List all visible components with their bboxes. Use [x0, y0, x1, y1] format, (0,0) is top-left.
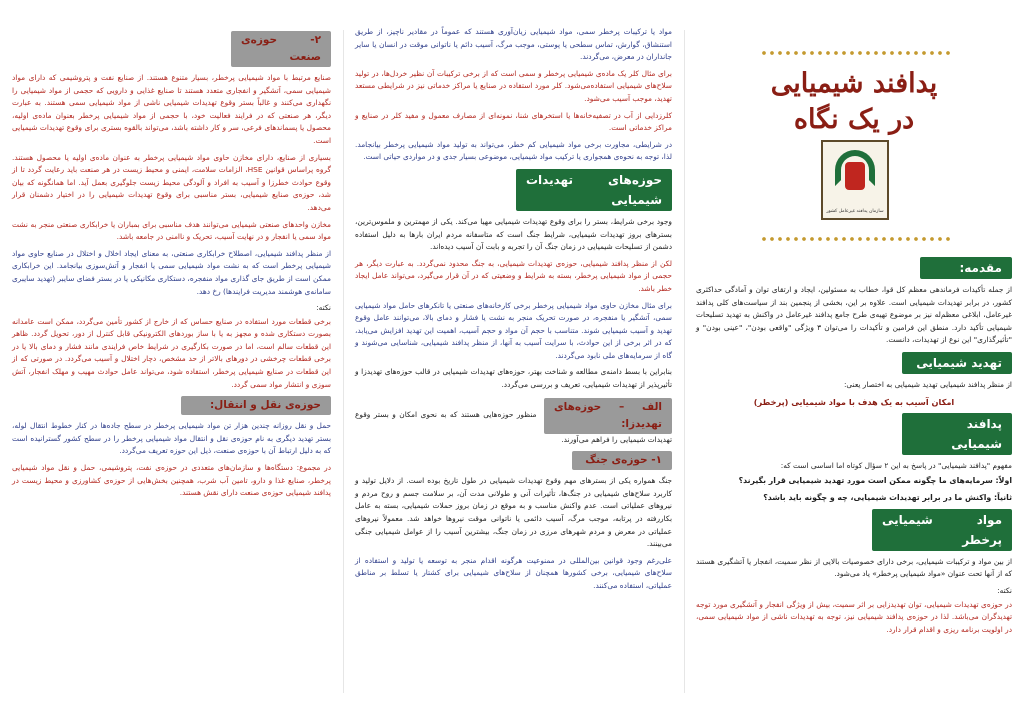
left-note-text: برخی قطعات مورد استفاده در صنایع حساس که از خارج از کشور تأمین می‌گردد، ممکن است عامدانه بصورت دستکاری شده و مجهز به یا با ساز بوردهای الکترونیکی قابل کنترل از دور، تحویل گردد. ظاهر این قطعات سالم است، اما در صورت بکارگیری در شرایط خاص فرایندی مانند فشار و دمای بالا یا در برخی قطعات چرخشی در دورهای بالاتر از حد مشخص، دچار اختلال و آسیب می‌گردد. در صورتی که از این قطعات در صنایع شیمیایی پرخطر، استفاده شود، می‌تواند عامل حوادث مهیب و مهلک انفجار، آتش سوزی و انتشار مواد سمی گردد.: [12, 316, 331, 389]
threat-origin-text: منظور حوزه‌هایی هستند که به نحوی امکان و بستر وقوع تهدیدات شیمیایی را فراهم می‌آورند.: [355, 409, 672, 444]
column-divider-2: [684, 30, 685, 693]
intro-heading: مقدمه:: [920, 257, 1012, 279]
middle-bullet-4: در شرایطی، مجاورت برخی مواد شیمیایی کم خطر، می‌تواند به تولید مواد شیمیایی پرخطر بیانجامد. لذا، توجه به نحوه‌ی همجواری یا ترکیب مواد شیمیایی، موضوعی بسیار جدی و در مواردی حیاتی است.: [355, 139, 672, 162]
middle-bullet-1: مواد یا ترکیبات پرخطر سمی، مواد شیمیایی زیان‌آوری هستند که عموماً در مقادیر ناچیز، از طریق استنشاق، گوارش، تماس سطحی یا پوستی، موجب مرگ، آسیب دائم یا ناتوانی موقت در انسان یا سایر جانداران در معرض، می‌گردند.: [355, 27, 672, 62]
industry-para-1: صنایع مرتبط با مواد شیمیایی پرخطر، بسیار متنوع هستند. از صنایع نفت و پتروشیمی که دارای مواد شیمیایی سمی، آتشگیر و انفجاری متعدد هستند تا صنایع غذایی و دارویی که حجمی از مواد شیمیایی را نگهداری می‌کنند و غالباً بستر وقوع تهدیدات شیمیایی ناشی از مواد شیمیایی سمی هستند. به عبارت دیگر، هر صنعتی که در فرایند فعالیت خود، با حجمی از مواد شیمیایی پرخطر بعنوان ماده‌ی اولیه، محصول یا پسماندهای فرعی، سر و کار داشته باشد، می‌تواند بالقوه بستری برای وقوع تهدیدات شیمیایی است.: [12, 73, 331, 145]
domains-para-3: برای مثال مخازن حاوی مواد شیمیایی پرخطر برخی کارخانه‌های صنعتی یا تانکرهای حامل مواد شیمیایی سمی، آتشگیر یا منفجره، در صورت تحریک منجر به نشت یا فشار و دمای بالا، می‌توانند عامل وقوع تهدید و آسیب شیمیایی شوند. متناسب با حجم آن مواد و حجم آسیب، اهمیت این تهدید افزایش می‌یابد، که در اثر برخی از این حوادث، با سرایت آسیب به آنها، از منظر پدافند شیمیایی، شناسایی می‌شوند و گاه از سرمایه‌های ملی نابود می‌گردند.: [355, 300, 672, 360]
transport-heading: حوزه‌ی نقل و انتقال:: [181, 396, 331, 415]
hazmat-heading: مواد شیمیایی پرخطر: [872, 509, 1012, 551]
threat-origin-heading: الف – حوزه‌های تهدیدزا:: [544, 398, 672, 434]
threat-text: از منظر پدافند شیمیایی تهدید شیمیایی به اختصار یعنی:: [843, 379, 1012, 389]
left-panel: [0, 0, 343, 723]
transport-para-2: در مجموع: دستگاه‌ها و سازمان‌های متعددی در حوزه‌ی نفت، پتروشیمی، حمل و نقل مواد شیمیایی پرخطر، صنایع غذا و دارو، تامین آب شرب، همچنین بخش‌هایی از حوزه‌ی کشاورزی و محیط زیست در پدافند شیمیایی حوزه‌ی صنعت دارای نقش هستند.: [12, 463, 331, 498]
defense-intro: مفهوم "پدافند شیمیایی" در پاسخ به این ۲ سؤال کوتاه اما اساسی است که:: [780, 461, 1012, 471]
defense-heading: پدافند شیمیایی: [902, 413, 1012, 455]
domains-para-1: وجود برخی شرایط، بستر را برای وقوع تهدیدات شیمیایی مهیا می‌کند. یکی از مهمترین و ملموس‌ترین، بسترهای بروز تهدیدات شیمیایی، شرایط جنگ است که متاسفانه مردم ایران بارها به دلیل استفاده دشمن از تسلیحات شیمیایی در زمان جنگ آن را تجربه و بابت آن آسیب دیده‌اند.: [355, 216, 672, 252]
defense-question-2: ثانیاً: واکنش ما در برابر تهدیدات شیمیایی، چه و چگونه باید باشد؟: [763, 492, 1012, 502]
industry-para-3: مخازن واحدهای صنعتی شیمیایی می‌توانند هدف مناسبی برای بمباران یا خرابکاری صنعتی منجر به نشت مواد سمی یا انفجار و در نهایت آسیب، تحریک و ناامنی در جامعه باشد.: [12, 219, 331, 242]
right-panel: [684, 0, 1024, 723]
left-note-label: نکته:: [316, 303, 331, 313]
cover-title-line2: در یک نگاه: [793, 104, 915, 135]
right-note-text: در حوزه‌ی تهدیدات شیمیایی، توان تهدیدزایی بر اثر سمیت، بیش از ویژگی انفجار و آتشگیری مورد توجه تهدیدگران می‌باشد. لذا در حوزه‌ی پدافند شیمیایی نیز، توجه به تهدیدات ناشی از مواد شیمیایی سمی، در اولویت برنامه ریزی و اقدام قرار دارد.: [696, 599, 1012, 634]
domains-heading: حوزه‌های تهدیدات شیمیایی: [516, 169, 672, 211]
defense-question-1: اولاً: سرمایه‌های ما چگونه ممکن است مورد تهدید شیمیایی قرار بگیرند؟: [738, 475, 1012, 485]
war-para-1: جنگ همواره یکی از بسترهای مهم وقوع تهدیدات شیمیایی در طول تاریخ بوده است. از دلایل تولید و کاربرد سلاح‌های شیمیایی در جنگ‌ها، تأثیرات آنی و طولانی مدت آن، بر سلامت جسم و روح مردم و نیروهای عملیاتی است. عدم واکنش مناسب و به موقع در زمان بروز حملات شیمیایی، بسته به عامل بکاررفته در پرتابه، موجب مرگ، آسیب دائمی یا ناتوانی موقت نیروها خواهد شد. معمولاً نیروهای عملیاتی در معرض و مردم شهرهای مرزی در زمان جنگ، بیشترین آسیب را از عوامل شیمیایی جنگی می‌بینند.: [355, 476, 672, 549]
middle-bullet-2: برای مثال کلر یک ماده‌ی شیمیایی پرخطر و سمی است که از برخی ترکیبات آن نظیر خردل‌ها، در تولید سلاح‌های شیمیایی استفاده‌می‌شود. کلر مورد استفاده در صنایع یا مراکز خدماتی نیز در شرایطی مستعد تهدید، موجب آسیب می‌شود.: [355, 68, 672, 103]
threat-heading: تهدید شیمیایی: [902, 352, 1012, 374]
column-divider-1: [343, 30, 344, 693]
hazmat-text: از بین مواد و ترکیبات شیمیایی، برخی دارای خصوصیات بالایی از نظر سمیت، انفجار یا آتشگیری هستند که از آنها تحت عنوان «مواد شیمیایی پرخطر» یاد می‌شود.: [696, 556, 1012, 579]
war-para-2: علی‌رغم وجود قوانین بین‌المللی در ممنوعیت هرگونه اقدام منجر به توسعه یا تولید و استفاده از سلاح‌های شیمیایی، برخی کشورها همچنان از سلاح‌های شیمیایی برای کشتار یا تسلط بر مناطق عملیاتی، استفاده می‌کنند.: [355, 555, 672, 590]
domains-para-2: لکن از منظر پدافند شیمیایی، حوزه‌ی تهدیدات شیمیایی، به جنگ محدود نمی‌گردد. به عبارت دیگر، هر حجمی از مواد شیمیایی پرخطر، بسته به شرایط و وضعیتی که در آن قرار می‌گیرد، می‌تواند عامل ایجاد خطر باشد.: [355, 258, 672, 293]
right-note-label: نکته:: [997, 585, 1012, 595]
domains-para-4: بنابراین با بسط دامنه‌ی مطالعه و شناخت بهتر، حوزه‌های تهدیدات شیمیایی در قالب حوزه‌های تهدیدزا و تأثیرپذیر از تهدیدات شیمیایی، تعریف و بررسی می‌گردد.: [355, 367, 672, 390]
middle-bullet-3: کلرزدایی از آب در تصفیه‌خانه‌ها یا استخرهای شنا، نمونه‌ای از مصارف معمول و مفید کلر در صنایع و مراکز خدماتی است.: [355, 110, 672, 133]
industry-para-4: از منظر پدافند شیمیایی، اصطلاح خرابکاری صنعتی، به معنای ایجاد اخلال و اختلال در صنایع حاوی مواد شیمیایی پرخطر است که به نشت مواد شیمیایی سمی یا انفجار و آتش‌سوزی بیانجامد. این خرابکاری ممکن است از طریق جای گذاری مواد منفجره، دستکاری مکانیکی یا در بستر فضای سایبر (تهدید سایبری سامانه‌ی هوشمند مدیریت فرایندها) رخ دهد.: [12, 248, 331, 296]
transport-para-1: حمل و نقل روزانه چندین هزار تن مواد شیمیایی پرخطر در سطح جاده‌ها در کنار خطوط انتقال لوله، بستر تهدید دیگری به نام حوزه‌ی نقل و انتقال مواد شیمیایی پرخطر را در سطح کشور گسترانیده است که به دلیل ارتباط آن با حوزه‌ی صنعت، ذیل این حوزه تعریف می‌گردد.: [12, 421, 331, 456]
industry-para-2: بسیاری از صنایع، دارای مخازن حاوی مواد شیمیایی پرخطر به عنوان ماده‌ی اولیه یا محصول هستند. گروه پراساس قوانین HSE، الزامات سلامت، ایمنی و محیط زیست در هر صنعت باید رعایت گردد تا از وقوع حوادث خطرزا و آسیب به افراد و آلودگی محیط زیست جلوگیری بعمل آید. اما همانگونه که بیان شد، حوزه‌ی صنایع شیمیایی، بستر مناسبی برای وقوع تهدیدات شیمیایی را در اختیار دشمنان قرار می‌دهد.: [12, 152, 331, 212]
middle-panel: [343, 0, 684, 723]
threat-origin-block: [355, 396, 672, 447]
logo-caption: سازمان پدافند غیرعامل کشور: [826, 209, 884, 214]
war-heading: ۱- حوزه‌ی جنگ: [572, 451, 672, 470]
threat-definition: امکان آسیب به یک هدف با مواد شیمیایی (پرخطر): [753, 396, 955, 407]
intro-text: از جمله تأکیدات فرماندهی معظم کل قوا، خطاب به مسئولین، ایجاد و ارتقای توان و آمادگی حداکثری کشور، در برابر تهدیدات شیمیایی است. علاوه بر این، بخشی از پنجمین بند از سیاست‌های کلی پدافند غیرعامل، ابلاغی معظم‌له نیز بر موضوع تهیه‌ی طرح جامع پدافند غیرعامل در واکنش به تهدید تسلیحات شیمیایی تأکید دارد. منطق این فرامین و تأکیدات را می‌توان ۳ ویژگی "واقعی بودن"، "عینی بودن" و "تأثیرگذاری" این نوع از تهدیدات، دانست.: [696, 285, 1012, 345]
cover-title-line1: پدافند شیمیایی: [770, 68, 938, 99]
industry-heading: ۲- حوزه‌ی صنعت: [231, 31, 331, 67]
